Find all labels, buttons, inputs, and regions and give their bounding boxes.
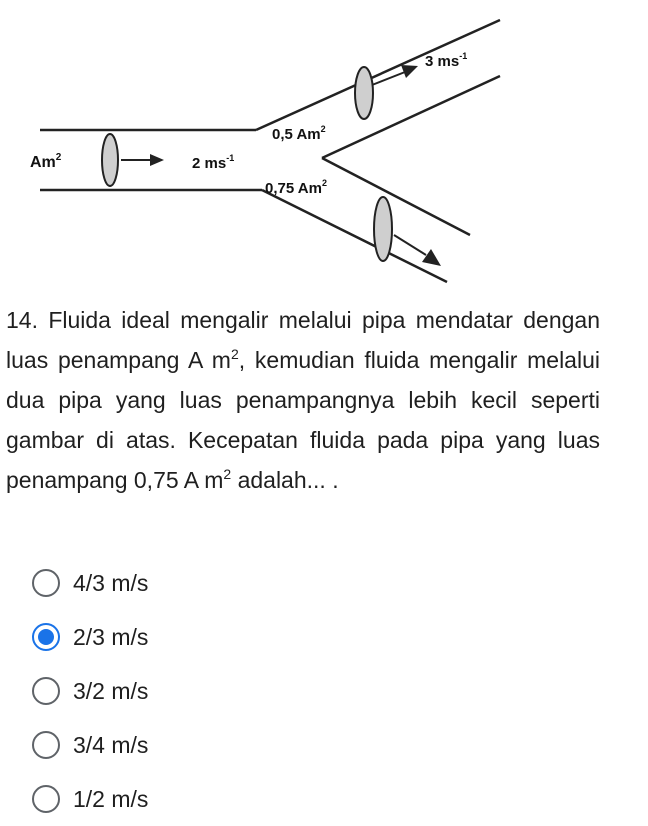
question-number: 14. [6, 307, 38, 333]
radio-button[interactable] [32, 677, 60, 705]
option-label: 1/2 m/s [73, 785, 149, 812]
upper-branch-top-wall [256, 20, 500, 130]
upper-speed-label: 3 $ms^{-1}$ [425, 51, 468, 70]
inlet-area-label: Am$^2$ [30, 152, 62, 171]
upper-flow-arrow [372, 72, 405, 85]
option-label: 4/3 m/s [73, 569, 149, 596]
radio-button[interactable] [32, 623, 60, 651]
inlet-speed-label: 2 $ms^{-1}$ [192, 153, 235, 172]
radio-button[interactable] [32, 731, 60, 759]
upper-cross-section [355, 67, 373, 119]
upper-arrowhead [401, 65, 418, 78]
lower-branch-top-wall [322, 158, 470, 235]
radio-button[interactable] [32, 569, 60, 597]
answer-option[interactable] [32, 664, 148, 718]
lower-arrowhead [422, 249, 441, 266]
lower-cross-section [374, 197, 392, 261]
inlet-cross-section [102, 134, 118, 186]
pipe-diagram [0, 0, 648, 290]
inlet-arrowhead [150, 154, 164, 166]
lower-flow-arrow [394, 235, 426, 255]
option-label: 2/3 m/s [73, 623, 149, 650]
question-text: 14. Fluida ideal mengalir melalui pipa mendatar dengan luas penampang A $m^2$, kemudian fluida mengalir melalui dua pipa yang luas penampangnya lebih kecil seperti gambar di atas. Kecepatan fluida pada pipa yang luas penampang 0,75 A $m^2$ adalah... . [6, 307, 601, 493]
answer-option[interactable] [32, 772, 148, 826]
radio-button[interactable] [32, 785, 60, 813]
answer-option[interactable] [32, 556, 148, 610]
answer-option[interactable] [32, 718, 148, 772]
lower-area-label: 0,75 Am$^2$ [265, 178, 327, 197]
upper-area-label: 0,5 Am$^2$ [272, 124, 326, 143]
answer-option[interactable] [32, 610, 148, 664]
lower-branch-bottom-wall [262, 190, 447, 282]
option-label: 3/2 m/s [73, 677, 149, 704]
option-label: 3/4 m/s [73, 731, 149, 758]
answer-options [32, 556, 148, 826]
